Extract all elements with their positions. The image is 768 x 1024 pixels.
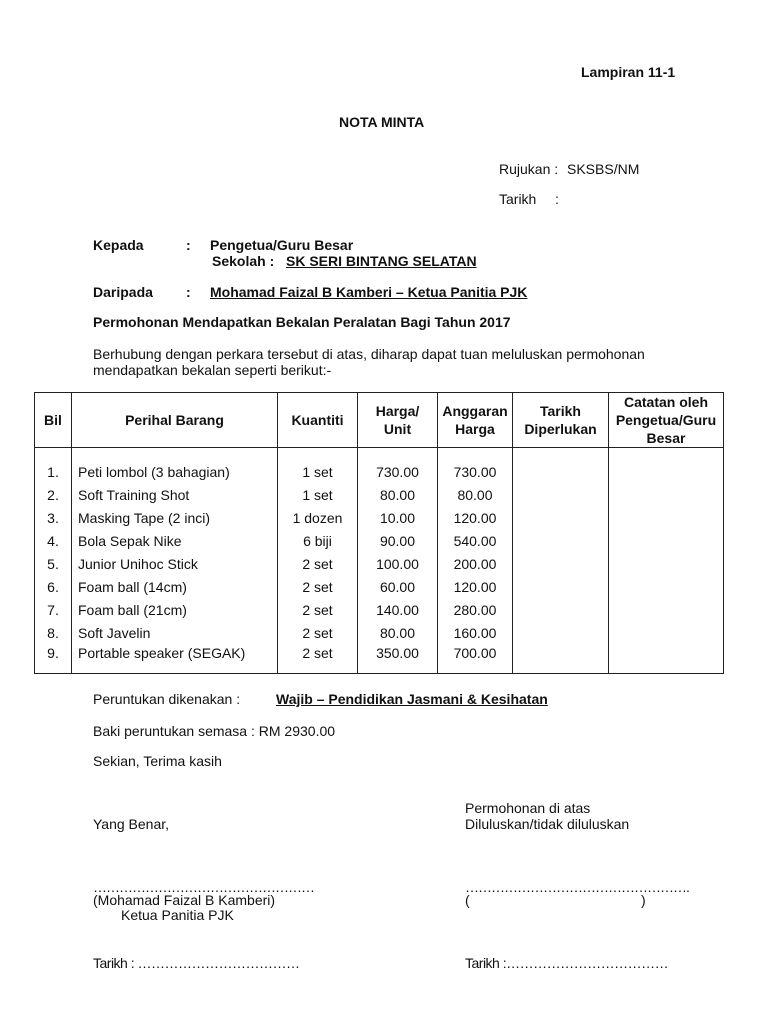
cell-bil: 4.	[35, 529, 72, 552]
cell-catatan	[609, 506, 724, 529]
daripada-label: Daripada	[93, 284, 153, 300]
cell-tarikh	[513, 529, 609, 552]
cell-bil: 3.	[35, 506, 72, 529]
tarikh-line-right: Tarikh :………………………………	[465, 955, 669, 971]
cell-unit-price: 90.00	[358, 529, 438, 552]
subject-line: Permohonan Mendapatkan Bekalan Peralatan Bagi Tahun 2017	[93, 314, 511, 330]
cell-total: 80.00	[438, 483, 513, 506]
table-row	[35, 621, 724, 644]
signer-name: (Mohamad Faizal B Kamberi)	[93, 892, 276, 908]
rujukan-label: Rujukan :	[499, 161, 559, 177]
cell-bil: 8.	[35, 621, 72, 644]
cell-tarikh	[513, 621, 609, 644]
cell-unit-price: 80.00	[358, 483, 438, 506]
cell-qty: 2 set	[278, 644, 358, 674]
closing-text: Sekian, Terima kasih	[93, 753, 222, 769]
cell-total: 280.00	[438, 598, 513, 621]
cell-tarikh	[513, 552, 609, 575]
cell-total: 120.00	[438, 506, 513, 529]
col-header-harga: Harga/ Unit	[358, 393, 438, 448]
kepada-label: Kepada	[93, 237, 144, 253]
col-header-kuantiti: Kuantiti	[278, 393, 358, 448]
cell-qty: 1 set	[278, 460, 358, 483]
peruntukan-label: Peruntukan dikenakan :	[93, 691, 241, 707]
table-row	[35, 483, 724, 506]
signer-role: Ketua Panitia PJK	[121, 907, 234, 923]
cell-catatan	[609, 644, 724, 674]
cell-total: 160.00	[438, 621, 513, 644]
cell-catatan	[609, 483, 724, 506]
cell-tarikh	[513, 506, 609, 529]
cell-unit-price: 10.00	[358, 506, 438, 529]
items-table	[34, 392, 724, 674]
table-row	[35, 529, 724, 552]
cell-bil: 2.	[35, 483, 72, 506]
cell-catatan	[609, 621, 724, 644]
cell-item: Portable speaker (SEGAK)	[72, 644, 278, 674]
cell-catatan	[609, 552, 724, 575]
cell-catatan	[609, 598, 724, 621]
cell-tarikh	[513, 598, 609, 621]
cell-qty: 1 dozen	[278, 506, 358, 529]
cell-item: Bola Sepak Nike	[72, 529, 278, 552]
cell-qty: 2 set	[278, 598, 358, 621]
cell-bil: 9.	[35, 644, 72, 674]
cell-tarikh	[513, 460, 609, 483]
cell-item: Peti lombol (3 bahagian)	[72, 460, 278, 483]
daripada-value: Mohamad Faizal B Kamberi – Ketua Panitia PJK	[210, 284, 528, 300]
cell-bil: 1.	[35, 460, 72, 483]
cell-total: 700.00	[438, 644, 513, 674]
col-header-anggaran: Anggaran Harga	[438, 393, 513, 448]
cell-bil: 6.	[35, 575, 72, 598]
cell-unit-price: 350.00	[358, 644, 438, 674]
table-spacer-row	[35, 448, 724, 461]
document-title: NOTA MINTA	[339, 114, 425, 130]
cell-catatan	[609, 575, 724, 598]
cell-qty: 6 biji	[278, 529, 358, 552]
cell-catatan	[609, 460, 724, 483]
cell-qty: 2 set	[278, 621, 358, 644]
cell-item: Foam ball (14cm)	[72, 575, 278, 598]
cell-unit-price: 730.00	[358, 460, 438, 483]
cell-item: Junior Unihoc Stick	[72, 552, 278, 575]
col-header-catatan: Catatan oleh Pengetua/Guru Besar	[609, 393, 724, 448]
table-row	[35, 575, 724, 598]
sekolah-label: Sekolah :	[212, 253, 275, 269]
table-row	[35, 552, 724, 575]
daripada-colon: :	[186, 284, 191, 300]
table-header-row	[35, 393, 724, 448]
table-row	[35, 644, 724, 674]
cell-tarikh	[513, 575, 609, 598]
cell-item: Foam ball (21cm)	[72, 598, 278, 621]
sekolah-value: SK SERI BINTANG SELATAN	[286, 253, 477, 269]
tarikh-line-left: Tarikh : ………………………………	[93, 955, 300, 971]
cell-bil: 5.	[35, 552, 72, 575]
cell-unit-price: 60.00	[358, 575, 438, 598]
table-row	[35, 506, 724, 529]
cell-total: 200.00	[438, 552, 513, 575]
kepada-value: Pengetua/Guru Besar	[210, 237, 354, 253]
cell-item: Soft Training Shot	[72, 483, 278, 506]
lampiran-label: Lampiran 11-1	[581, 64, 676, 80]
baki-peruntukan: Baki peruntukan semasa : RM 2930.00	[93, 723, 336, 739]
cell-qty: 2 set	[278, 575, 358, 598]
approval-line-2: Diluluskan/tidak diluluskan	[465, 816, 630, 832]
tarikh-label: Tarikh	[499, 191, 537, 207]
signature-line-right: …………………………………………….	[465, 879, 689, 895]
cell-tarikh	[513, 644, 609, 674]
yang-benar: Yang Benar,	[93, 816, 170, 832]
approver-bracket-open: (	[465, 892, 470, 908]
cell-item: Soft Javelin	[72, 621, 278, 644]
cell-unit-price: 140.00	[358, 598, 438, 621]
tarikh-colon: :	[555, 191, 559, 207]
table-row	[35, 460, 724, 483]
table-row	[35, 598, 724, 621]
intro-line-2: mendapatkan bekalan seperti berikut:-	[93, 362, 332, 378]
col-header-bil: Bil	[35, 393, 72, 448]
col-header-tarikh: Tarikh Diperlukan	[513, 393, 609, 448]
peruntukan-value: Wajib – Pendidikan Jasmani & Kesihatan	[276, 691, 548, 707]
signature-line-left: ……………………………………………	[93, 879, 314, 895]
col-header-perihal: Perihal Barang	[72, 393, 278, 448]
cell-total: 730.00	[438, 460, 513, 483]
cell-total: 120.00	[438, 575, 513, 598]
cell-unit-price: 80.00	[358, 621, 438, 644]
kepada-colon: :	[186, 237, 191, 253]
cell-unit-price: 100.00	[358, 552, 438, 575]
cell-qty: 2 set	[278, 552, 358, 575]
cell-total: 540.00	[438, 529, 513, 552]
cell-qty: 1 set	[278, 483, 358, 506]
approver-bracket-close: )	[641, 892, 646, 908]
cell-bil: 7.	[35, 598, 72, 621]
approval-line-1: Permohonan di atas	[465, 800, 591, 816]
cell-catatan	[609, 529, 724, 552]
intro-line-1: Berhubung dengan perkara tersebut di atas, diharap dapat tuan meluluskan permohonan	[93, 346, 645, 362]
cell-item: Masking Tape (2 inci)	[72, 506, 278, 529]
cell-tarikh	[513, 483, 609, 506]
rujukan-value: SKSBS/NM	[567, 161, 640, 177]
